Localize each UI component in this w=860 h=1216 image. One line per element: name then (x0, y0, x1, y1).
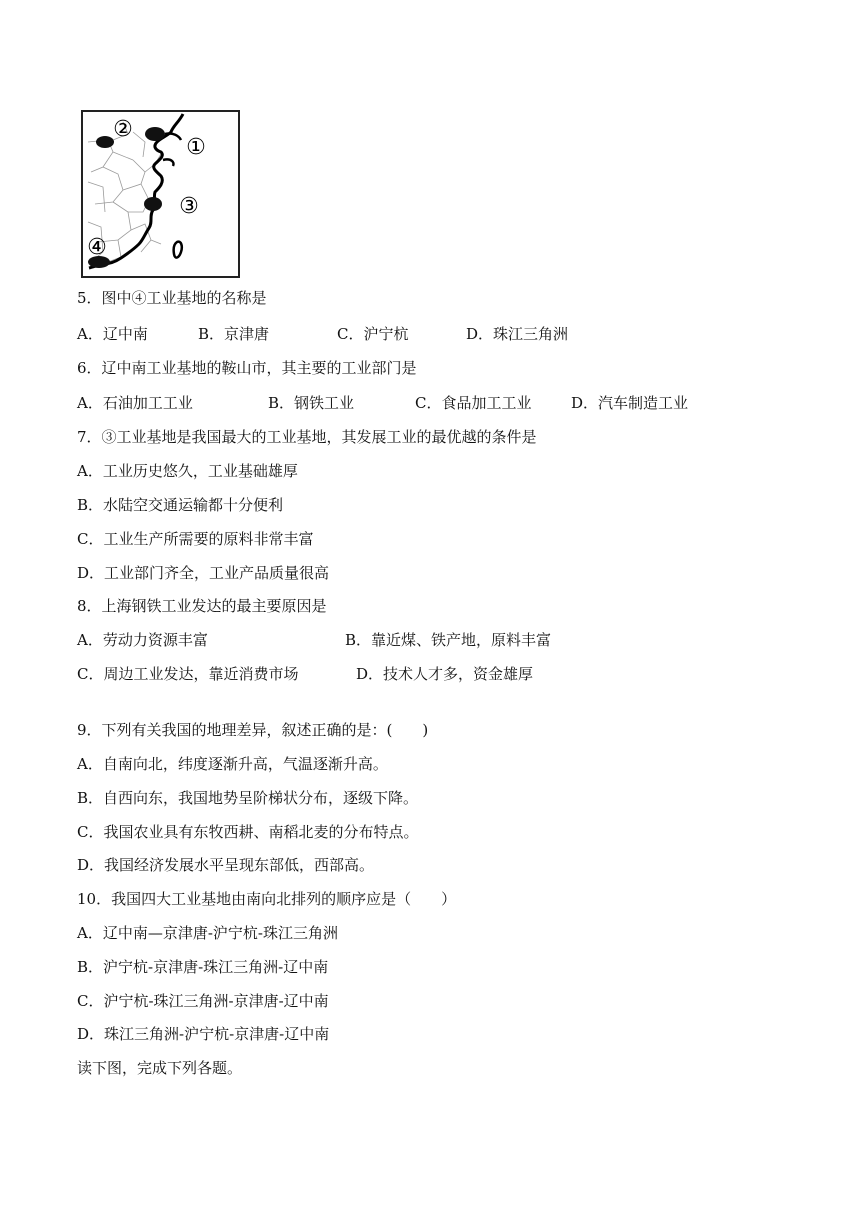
question-8-option-b: B．靠近煤、铁产地，原料丰富 (345, 631, 552, 649)
question-5-option-a: A．辽中南 (77, 325, 148, 343)
question-9-option-c: C．我国农业具有东牧西耕、南稻北麦的分布特点。 (77, 823, 419, 841)
question-6-option-c: C．食品加工工业 (415, 394, 532, 412)
question-10-stem: 10．我国四大工业基地由南向北排列的顺序应是（ ） (77, 890, 457, 908)
question-6-stem: 6．辽中南工业基地的鞍山市，其主要的工业部门是 (77, 359, 417, 377)
question-6-option-b: B．钢铁工业 (268, 394, 355, 412)
question-5-option-d: D．珠江三角洲 (466, 325, 569, 343)
question-10-option-b: B．沪宁杭-京津唐-珠江三角洲-辽中南 (77, 958, 329, 976)
question-9-stem: 9．下列有关我国的地理差异，叙述正确的是：( ) (77, 721, 429, 739)
question-7-option-c: C．工业生产所需要的原料非常丰富 (77, 530, 314, 548)
question-10-option-a: A．辽中南—京津唐-沪宁杭-珠江三角洲 (77, 924, 338, 942)
question-7-stem: 7．③工业基地是我国最大的工业基地，其发展工业的最优越的条件是 (77, 428, 537, 446)
question-6-option-d: D．汽车制造工业 (571, 394, 689, 412)
question-8-option-c: C．周边工业发达，靠近消费市场 (77, 665, 299, 683)
question-9-option-a: A．自南向北，纬度逐渐升高，气温逐渐升高。 (77, 755, 388, 773)
marker-3: ③ (179, 194, 199, 219)
question-6-option-a: A．石油加工工业 (77, 394, 193, 412)
reading-instruction: 读下图，完成下列各题。 (77, 1059, 243, 1077)
question-5-stem: 5．图中④工业基地的名称是 (77, 289, 267, 307)
question-7-option-a: A．工业历史悠久，工业基础雄厚 (77, 462, 298, 480)
question-7-option-d: D．工业部门齐全，工业产品质量很高 (77, 564, 330, 582)
marker-2: ② (113, 117, 133, 142)
question-8-option-d: D．技术人才多，资金雄厚 (356, 665, 534, 683)
marker-1: ① (186, 135, 206, 160)
map-drawing (83, 112, 238, 276)
taiwan-island (174, 242, 182, 258)
question-7-option-b: B．水陆空交通运输都十分便利 (77, 496, 284, 514)
question-8-option-a: A．劳动力资源丰富 (77, 631, 208, 649)
question-9-option-b: B．自西向东，我国地势呈阶梯状分布，逐级下降。 (77, 789, 419, 807)
question-10-option-c: C．沪宁杭-珠江三角洲-京津唐-辽中南 (77, 992, 329, 1010)
industrial-base-map (81, 110, 240, 278)
question-8-stem: 8．上海钢铁工业发达的最主要原因是 (77, 597, 327, 615)
question-10-option-d: D．珠江三角洲-沪宁杭-京津唐-辽中南 (77, 1025, 330, 1043)
question-5-option-c: C．沪宁杭 (337, 325, 409, 343)
question-9-option-d: D．我国经济发展水平呈现东部低，西部高。 (77, 856, 375, 874)
question-5-option-b: B．京津唐 (198, 325, 270, 343)
marker-4: ④ (87, 235, 107, 260)
